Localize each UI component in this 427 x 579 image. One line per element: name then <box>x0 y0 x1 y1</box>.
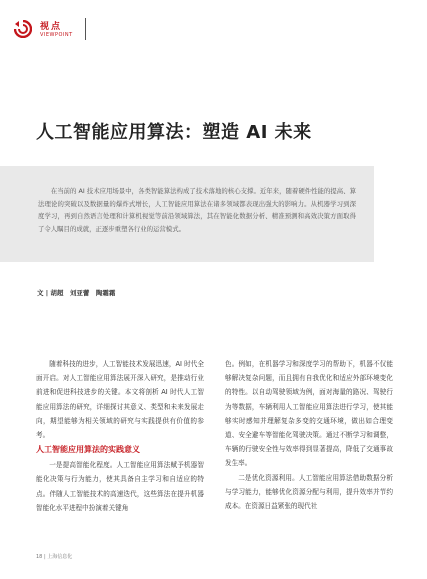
header-divider <box>85 18 86 40</box>
section-subtitle: VIEWPOINT <box>40 32 73 38</box>
abstract-text: 在当前的 AI 技术应用场景中，各类智能算法构成了技术落地的核心支撑。近年来，随着硬件性能的提高、算法理论的突破以及数据量的爆炸式增长，人工智能应用算法在诸多领域都表现出强大的影响力。从机器学习到深度学习，再到自然语言处理和计算机视觉等前沿领域算法，其在智能化数据分析、精准预测和高效决策方面取得了令人瞩目的成就，正逐步重塑各行业的运营模式。 <box>38 187 356 233</box>
section-heading: 人工智能应用算法的实践意义 <box>36 445 140 455</box>
body-paragraph: 随着科技的进步，人工智能技术发展迅速，AI 时代全面开启。对人工智能应用算法展开深入研究，是推动行业前进和促进科技进步的关键。本文将剖析 AI 时代人工智能应用算法的研究，详细探讨其意义、类型和未来发展走向，期望能够为相关领域的研究与实践提供有价值的参考。 <box>36 360 204 440</box>
body-paragraph: 二是优化资源利用。人工智能应用算法借助数据分析与学习能力，能够优化资源分配与利用，提升效率并节约成本。在资源日益紧张的现代社 <box>225 473 393 511</box>
article-title: 人工智能应用算法：塑造 AI 未来 <box>36 122 312 143</box>
author-line: 文 | 胡超 刘亚蕾 陶霜霜 <box>37 289 116 297</box>
body-paragraph: 色。例如，在机器学习和深度学习的帮助下，机器不仅能够解决复杂问题，而且拥有自我优化和适应外部环境变化的特性。以自动驾驶领域为例，面对海量的路况、驾驶行为等数据，车辆利用人工智能应用算法进行学习，使其能够实时感知并理解复杂多变的交通环境，做出如合理变道、安全避车等智能化驾驶决策。通过不断学习和调整，车辆的行驶安全性与效率得到显著提高，降低了交通事故发生率。 <box>225 360 393 468</box>
right-column <box>225 357 393 513</box>
page-footer: 18 | 上海信息化 <box>36 554 73 560</box>
body-paragraph: 一是提高智能化程度。人工智能应用算法赋予机器智能化决策与行为能力，使其具备自主学习和自适应的特点。伴随人工智能技术的高速迭代，这些算法在提升机器智能化水平进程中扮演着关键角 <box>36 461 204 512</box>
viewpoint-logo-icon <box>14 20 32 38</box>
section-title: 视点 <box>40 22 63 32</box>
left-column <box>36 357 204 515</box>
